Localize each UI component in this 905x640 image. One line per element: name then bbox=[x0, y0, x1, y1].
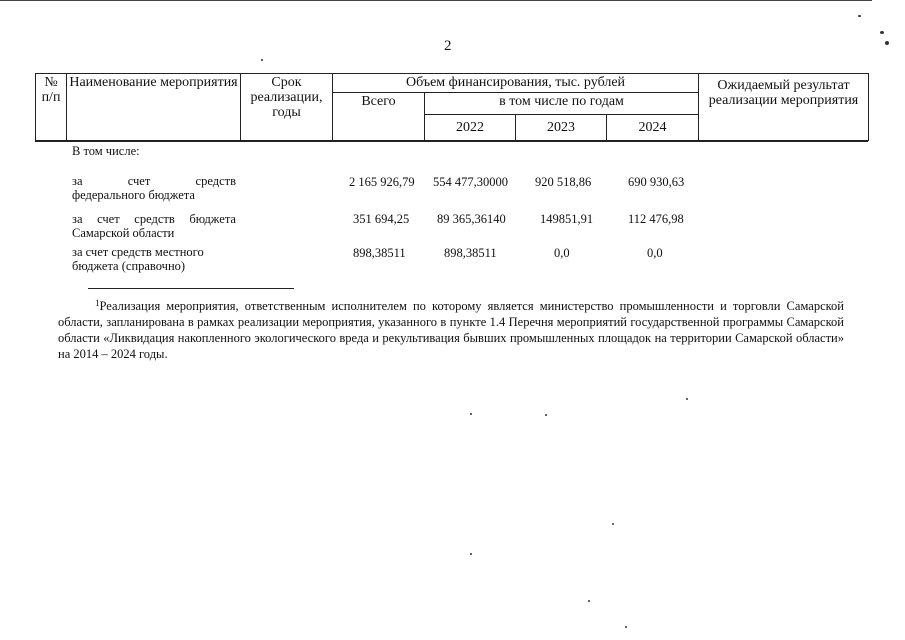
row-total: 351 694,25 bbox=[353, 212, 410, 226]
table-body bbox=[0, 0, 905, 300]
footnote-separator bbox=[88, 288, 294, 289]
row-2022: 554 477,30000 bbox=[433, 175, 508, 189]
scan-speck bbox=[612, 523, 614, 525]
header-name: Наименование мероприятия bbox=[67, 74, 241, 141]
header-year-2024: 2024 bbox=[607, 115, 699, 141]
row-total: 898,38511 bbox=[353, 246, 406, 260]
row-total: 2 165 926,79 bbox=[349, 175, 415, 189]
header-num: № п/п bbox=[36, 74, 67, 141]
header-year-2022: 2022 bbox=[425, 115, 516, 141]
row-label-line1: за счет средств бюджета bbox=[72, 212, 236, 226]
scan-speck bbox=[470, 413, 472, 415]
footnote-text: Реализация мероприятия, ответственным исполнителем по которому является министерство промышленности и торговли Самарской области, запланирована в рамках реализации мероприятия, указанного в пункте 1.4 Перечня мероприятий государственной программы Самарской области «Ликвидация накопленного экологического вреда и рекультивация бывших промышленных площадок на территории Самарской области» на 2014 – 2024 годы. bbox=[58, 299, 844, 361]
header-year-2023: 2023 bbox=[516, 115, 607, 141]
page-number: 2 bbox=[444, 38, 452, 54]
header-by-years: в том числе по годам bbox=[425, 93, 699, 115]
scan-speck bbox=[686, 398, 688, 400]
scan-speck bbox=[625, 626, 627, 628]
row-label-line1: за счет средств местного bbox=[72, 245, 204, 259]
footnote-marker: 1 bbox=[95, 298, 100, 308]
header-result: Ожидаемый результат реализации мероприятия bbox=[699, 74, 869, 141]
header-total: Всего bbox=[333, 93, 425, 141]
row-2023: 149851,91 bbox=[540, 212, 594, 226]
footnote bbox=[58, 298, 844, 362]
scan-speck bbox=[545, 414, 547, 416]
scan-speck bbox=[470, 553, 472, 555]
row-label-line2: бюджета (справочно) bbox=[72, 259, 186, 273]
row-2022: 89 365,36140 bbox=[437, 212, 506, 226]
row-2023: 0,0 bbox=[554, 246, 570, 260]
row-label-line2: Самарской области bbox=[72, 226, 175, 240]
row-2024: 112 476,98 bbox=[628, 212, 684, 226]
row-2023: 920 518,86 bbox=[535, 175, 592, 189]
row-2022: 898,38511 bbox=[444, 246, 497, 260]
header-term: Срок реализации, годы bbox=[241, 74, 333, 141]
header-funding: Объем финансирования, тыс. рублей bbox=[333, 74, 699, 93]
row-label-line1: за счет средств bbox=[72, 174, 236, 188]
row-2024: 0,0 bbox=[647, 246, 663, 260]
scan-speck bbox=[588, 600, 590, 602]
row-label-line2: федерального бюджета bbox=[72, 188, 195, 202]
section-label: В том числе: bbox=[72, 144, 140, 158]
row-2024: 690 930,63 bbox=[628, 175, 685, 189]
